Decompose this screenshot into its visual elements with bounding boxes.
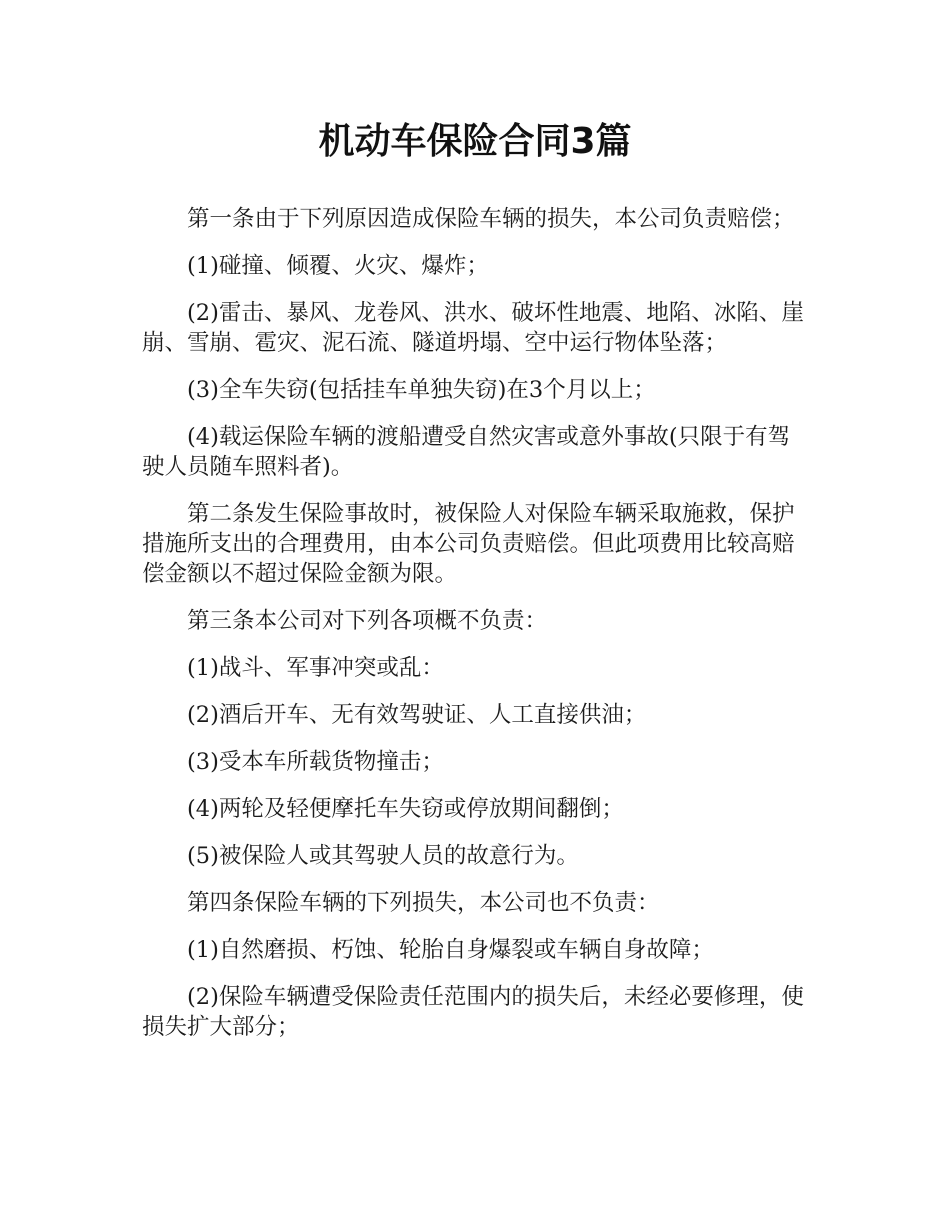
paragraph-item: (4)两轮及轻便摩托车失窃或停放期间翻倒； — [187, 796, 624, 822]
paragraph-item: (1)自然磨损、朽蚀、轮胎自身爆裂或车辆自身故障； — [187, 937, 714, 963]
paragraph-item: (2)保险车辆遭受保险责任范围内的损失后，未经必要修理，使损失扩大部分； — [142, 984, 804, 1040]
paragraph-item: (3)受本车所载货物撞击； — [187, 749, 444, 775]
paragraph-article-1: 第一条由于下列原因造成保险车辆的损失，本公司负责赔偿； — [187, 206, 795, 232]
document-title: 机动车保险合同3篇 — [318, 121, 632, 162]
paragraph-article-2: 第二条发生保险事故时，被保险人对保险车辆采取施救，保护措施所支出的合理费用，由本公司负责赔偿。但此项费用比较高赔偿金额以不超过保险金额为限。 — [142, 501, 795, 587]
paragraph-item: (1)战斗、军事冲突或乱： — [187, 655, 444, 681]
paragraph-item: (2)酒后开车、无有效驾驶证、人工直接供油； — [187, 702, 647, 728]
paragraph-item: (4)载运保险车辆的渡船遭受自然灾害或意外事故(只限于有驾驶人员随车照料者)。 — [142, 424, 791, 480]
paragraph-item: (5)被保险人或其驾驶人员的故意行为。 — [187, 843, 579, 869]
paragraph-article-3: 第三条本公司对下列各项概不负责： — [187, 608, 548, 634]
paragraph-article-4: 第四条保险车辆的下列损失，本公司也不负责： — [187, 890, 660, 916]
paragraph-item: (1)碰撞、倾覆、火灾、爆炸； — [187, 253, 489, 279]
paragraph-item: (2)雷击、暴风、龙卷风、洪水、破坏性地震、地陷、冰陷、崖崩、雪崩、雹灾、泥石流、隧道坍塌、空中运行物体坠落； — [142, 300, 804, 356]
document-body — [142, 204, 812, 1059]
paragraph-item: (3)全车失窃(包括挂车单独失窃)在3个月以上； — [187, 377, 656, 403]
